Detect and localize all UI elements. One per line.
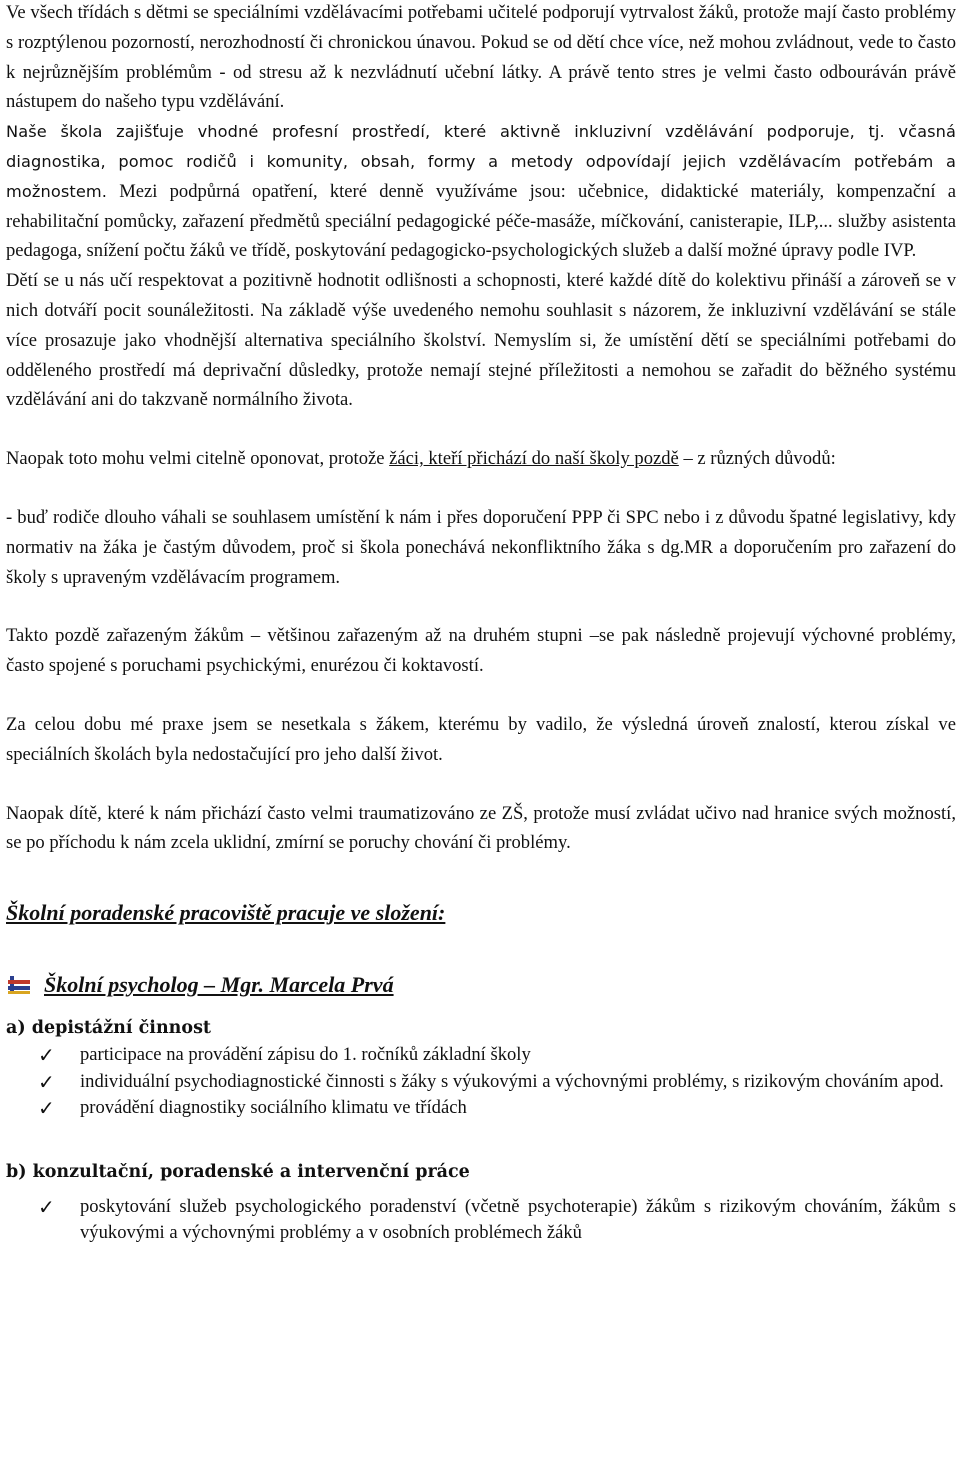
checklist-b: [6, 1194, 956, 1247]
spacer: [6, 1000, 956, 1014]
list-item-text: individuální psychodiagnostické činnosti s žáky s výukovými a výchovnými problémy, s rizikovým chováním apod.: [80, 1070, 944, 1092]
list-item: [6, 1042, 956, 1069]
spacer: [6, 474, 956, 503]
late-pupils-end: – z různých důvodů:: [678, 448, 836, 470]
paragraph-intro: [6, 0, 956, 117]
spacer: [6, 592, 956, 621]
list-item: [6, 1069, 956, 1096]
paragraph-practice: [6, 710, 956, 770]
list-item-text: participace na provádění zápisu do 1. ročníků základní školy: [80, 1044, 531, 1066]
spacer: [6, 1186, 956, 1194]
checklist-a: [6, 1042, 956, 1122]
list-item: [6, 1095, 956, 1122]
spacer: [6, 681, 956, 710]
paragraph-behaviour-problems: [6, 621, 956, 681]
check-mark-icon: ✓: [38, 1043, 55, 1068]
spacer: [6, 858, 956, 898]
document-page: [6, 0, 956, 1247]
spacer: [6, 1122, 956, 1158]
behaviour-text: Takto pozdě zařazeným žákům – většinou zařazeným až na druhém stupni –se pak následně projevují výchovné problémy, často spojené s poruchami psychickými, enurézou či koktavostí.: [6, 625, 956, 677]
traumatized-text: Naopak dítě, které k nám přichází často velmi traumatizováno ze ZŠ, protože musí zvládat učivo nad hranice svých možností, se po příchodu k nám zcela uklidní, zmírní se poruchy chování či problémy.: [6, 802, 956, 854]
subsection-title-b: b) konzultační, poradenské a intervenční práce: [6, 1161, 470, 1182]
late-pupils-underlined: žáci, kteří přichází do naší školy pozdě: [389, 448, 679, 470]
subsection-title-a: a) depistážní činnost: [6, 1018, 212, 1039]
environment-text: Naše škola zajišťuje vhodné profesní prostředí, které aktivně inkluzivní vzdělávání podporuje, tj. včasná diagnostika, pomoc rodičů i komunity, obsah, formy a metody odpovídají jejich vzdělávacím potřebám a možnostem.: [6, 122, 956, 201]
paragraph-school-environment: [6, 117, 956, 266]
inclusion-text: Dětí se u nás učí respektovat a pozitivně hodnotit odlišnosti a schopnosti, které každé dítě do kolektivu přináší a zároveň se v nich dotváří pocit sounáležitosti. Na základě výše uvedeného nemohu souhlasit s názorem, že inkluzivní vzdělávání se stále více prosazuje jako vhodnější alternativa speciálního školství. Nemyslím si, že umístění dětí se speciálními potřebami do odděleného prostředí má deprivační důsledky, protože nemají stejné příležitosti a nemohou se zařadit do běžného systému vzdělávání ani do takzvaně normálního života.: [6, 270, 956, 411]
spacer: [6, 770, 956, 799]
list-item-text: poskytování služeb psychologického poradenství (včetně psychoterapie) žákům s rizikovým chováním, žákům s výukovými a výchovnými problémy a v osobních problémech žáků: [80, 1195, 956, 1244]
check-mark-icon: ✓: [38, 1194, 55, 1219]
spacer: [6, 415, 956, 444]
section-heading: Školní poradenské pracoviště pracuje ve složení:: [6, 900, 446, 926]
person-heading-text: Školní psycholog – Mgr. Marcela Prvá: [44, 972, 394, 998]
spacer: [6, 928, 956, 970]
list-item-text: provádění diagnostiky sociálního klimatu ve třídách: [80, 1097, 467, 1119]
practice-text: Za celou dobu mé praxe jsem se nesetkala s žákem, kterému by vadilo, že výsledná úroveň znalostí, kterou získal ve speciálních školách byla nedostačující pro jeho další život.: [6, 713, 956, 765]
stacked-bars-bullet-icon: [6, 974, 34, 996]
list-item: [6, 1194, 956, 1247]
check-mark-icon: ✓: [38, 1096, 55, 1121]
intro-text: Ve všech třídách s dětmi se speciálními vzdělávacími potřebami učitelé podporují vytrvalost žáků, protože mají často problémy s rozptýlenou pozorností, nerozhodností či chronickou únavou. Pokud se od dětí chce více, než mohou zvládnout, vede to často k nejrůznějším problémům - od stresu až k nezvládnutí učební látky. A právě tento stres je velmi často odbouráván právě nástupem do našeho typu vzdělávání.: [6, 2, 956, 113]
paragraph-parents-hesitate: [6, 503, 956, 592]
person-heading: [6, 970, 956, 1000]
late-pupils-start: Naopak toto mohu velmi citelně oponovat, protože: [6, 448, 390, 470]
paragraph-traumatized-child: [6, 799, 956, 859]
parents-text: - buď rodiče dlouho váhali se souhlasem umístění k nám i přes doporučení PPP či SPC nebo i z důvodu špatné legislativy, kdy normativ na žáka je častým důvodem, proč si škola ponechává nekonfliktního žáka s dg.MR a doporučením pro zařazení do školy s upraveným vzdělávacím programem.: [6, 506, 956, 588]
paragraph-inclusion-opinion: [6, 266, 956, 415]
support-measures-text: Mezi podpůrná opatření, které denně využíváme jsou: učebnice, didaktické materiály, kompenzační a rehabilitační pomůcky, zařazení předmětů speciální pedagogické péče-masáže, míčkování, canisterapie, ILP,... služby asistenta pedagoga, snížení počtu žáků ve třídě, poskytování pedagogicko-psychologických služeb a další možné úpravy podle IVP.: [6, 180, 956, 262]
check-mark-icon: ✓: [38, 1069, 55, 1094]
paragraph-late-pupils: [6, 444, 956, 474]
